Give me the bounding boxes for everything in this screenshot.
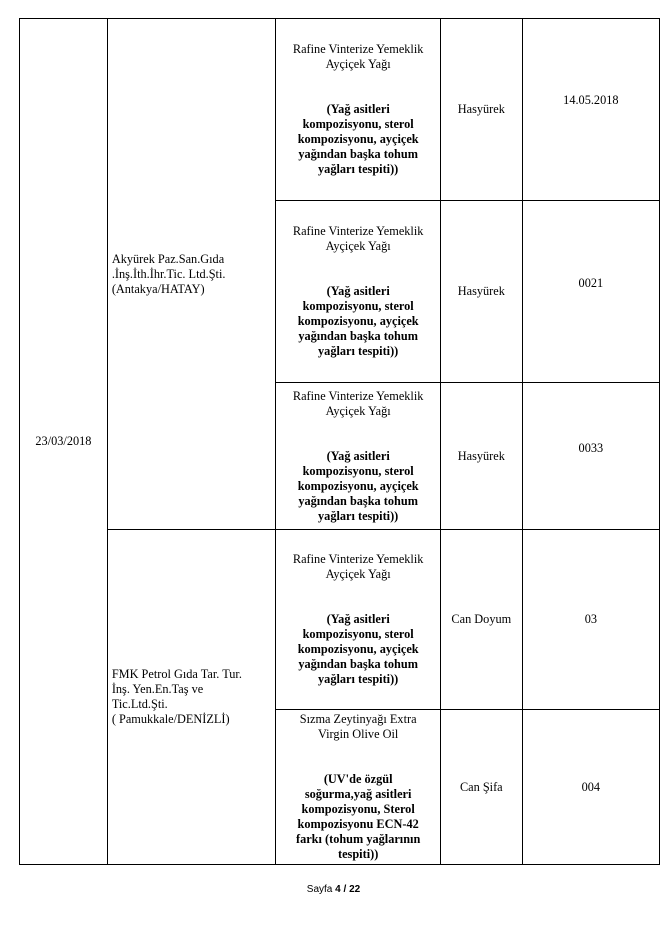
test-line: (Yağ asitleri <box>326 448 390 463</box>
test-line: kompozisyonu, Sterol <box>301 802 415 816</box>
current-page: 4 <box>335 884 341 895</box>
product-name-line: Sızma Zeytinyağı Extra <box>299 712 417 726</box>
product-name-line: Virgin Olive Oil <box>317 727 399 741</box>
test-line: yağından başka tohum <box>298 329 418 343</box>
test-line: yağları tespiti)) <box>318 344 399 358</box>
brand-name: Hasyürek <box>457 448 505 463</box>
lot-cell <box>522 383 659 530</box>
lot-cell <box>522 710 659 865</box>
test-line: (Yağ asitleri <box>326 612 390 626</box>
spacer <box>280 254 436 284</box>
test-line: kompozisyonu ECN-42 <box>297 817 419 831</box>
table-row <box>20 530 660 710</box>
brand-name: Hasyürek <box>457 284 505 298</box>
test-line: kompozisyonu, sterol <box>302 117 414 131</box>
test-line: yağından başka tohum <box>298 147 418 161</box>
test-line: yağları tespiti)) <box>318 672 399 686</box>
company-cell <box>107 19 276 530</box>
company-cell <box>107 530 276 865</box>
company-name-line: FMK Petrol Gıda Tar. Tur. <box>111 667 242 681</box>
total-pages: 22 <box>349 884 361 895</box>
brand-name: Can Şifa <box>459 779 503 794</box>
brand-cell <box>440 530 522 710</box>
lot-number: 03 <box>584 612 597 626</box>
inspection-table <box>19 18 660 865</box>
company-name-line: .İnş.İth.İhr.Tic. Ltd.Şti. <box>111 266 226 281</box>
product-name-line: Ayçiçek Yağı <box>325 239 391 253</box>
test-line: kompozisyonu, ayçiçek <box>297 478 419 493</box>
brand-cell <box>440 383 522 530</box>
test-line: yağları tespiti)) <box>318 508 399 523</box>
page-separator: / <box>343 884 347 895</box>
product-cell <box>276 710 441 865</box>
product-name-line: Ayçiçek Yağı <box>325 57 391 71</box>
company-name-line: Akyürek Paz.San.Gıda <box>111 251 225 266</box>
lot-number: 004 <box>581 779 601 794</box>
company-name-line: Tic.Ltd.Şti. <box>111 697 168 711</box>
test-line: soğurma,yağ asitleri <box>304 787 412 801</box>
product-cell <box>276 19 441 201</box>
table-row <box>20 19 660 201</box>
test-line: kompozisyonu, ayçiçek <box>297 314 419 328</box>
test-line: yağından başka tohum <box>298 657 418 671</box>
test-line: (Yağ asitleri <box>326 102 390 116</box>
company-name-line: İnş. Yen.En.Taş ve <box>111 682 204 696</box>
product-name-line: Ayçiçek Yağı <box>325 567 391 581</box>
date-cell <box>20 19 108 865</box>
product-cell <box>276 530 441 710</box>
product-name-line: Rafine Vinterize Yemeklik <box>292 224 424 238</box>
spacer <box>280 582 436 612</box>
company-location: (Antakya/HATAY) <box>111 281 205 296</box>
spacer <box>280 419 436 449</box>
test-line: kompozisyonu, ayçiçek <box>297 642 419 656</box>
brand-cell <box>440 201 522 383</box>
product-name-line: Rafine Vinterize Yemeklik <box>292 42 424 56</box>
test-line: (Yağ asitleri <box>326 284 390 298</box>
test-line: yağları tespiti)) <box>318 162 399 176</box>
lot-number: 0021 <box>578 276 604 290</box>
test-line: kompozisyonu, sterol <box>302 299 414 313</box>
product-cell <box>276 201 441 383</box>
test-line: tespiti)) <box>338 847 379 861</box>
lot-cell <box>522 19 659 201</box>
company-location: ( Pamukkale/DENİZLİ) <box>111 712 230 726</box>
lot-number: 14.05.2018 <box>563 93 619 107</box>
brand-name: Can Doyum <box>451 612 512 626</box>
page-footer <box>0 884 667 895</box>
brand-name: Hasyürek <box>457 102 505 116</box>
brand-cell <box>440 710 522 865</box>
test-line: (UV'de özgül <box>323 772 393 786</box>
brand-cell <box>440 19 522 201</box>
page-label: Sayfa <box>306 884 333 895</box>
test-line: yağından başka tohum <box>298 493 418 508</box>
lot-number: 0033 <box>578 441 604 455</box>
lot-cell <box>522 201 659 383</box>
test-line: farkı (tohum yağlarının <box>295 832 421 846</box>
test-line: kompozisyonu, ayçiçek <box>297 132 419 146</box>
product-name-line: Rafine Vinterize Yemeklik <box>292 388 424 403</box>
spacer <box>280 742 436 772</box>
test-line: kompozisyonu, sterol <box>302 627 414 641</box>
product-name-line: Rafine Vinterize Yemeklik <box>292 552 424 566</box>
inspection-date: 23/03/2018 <box>35 434 92 448</box>
lot-cell <box>522 530 659 710</box>
product-name-line: Ayçiçek Yağı <box>325 403 391 418</box>
test-line: kompozisyonu, sterol <box>302 463 414 478</box>
product-cell <box>276 383 441 530</box>
spacer <box>280 72 436 102</box>
